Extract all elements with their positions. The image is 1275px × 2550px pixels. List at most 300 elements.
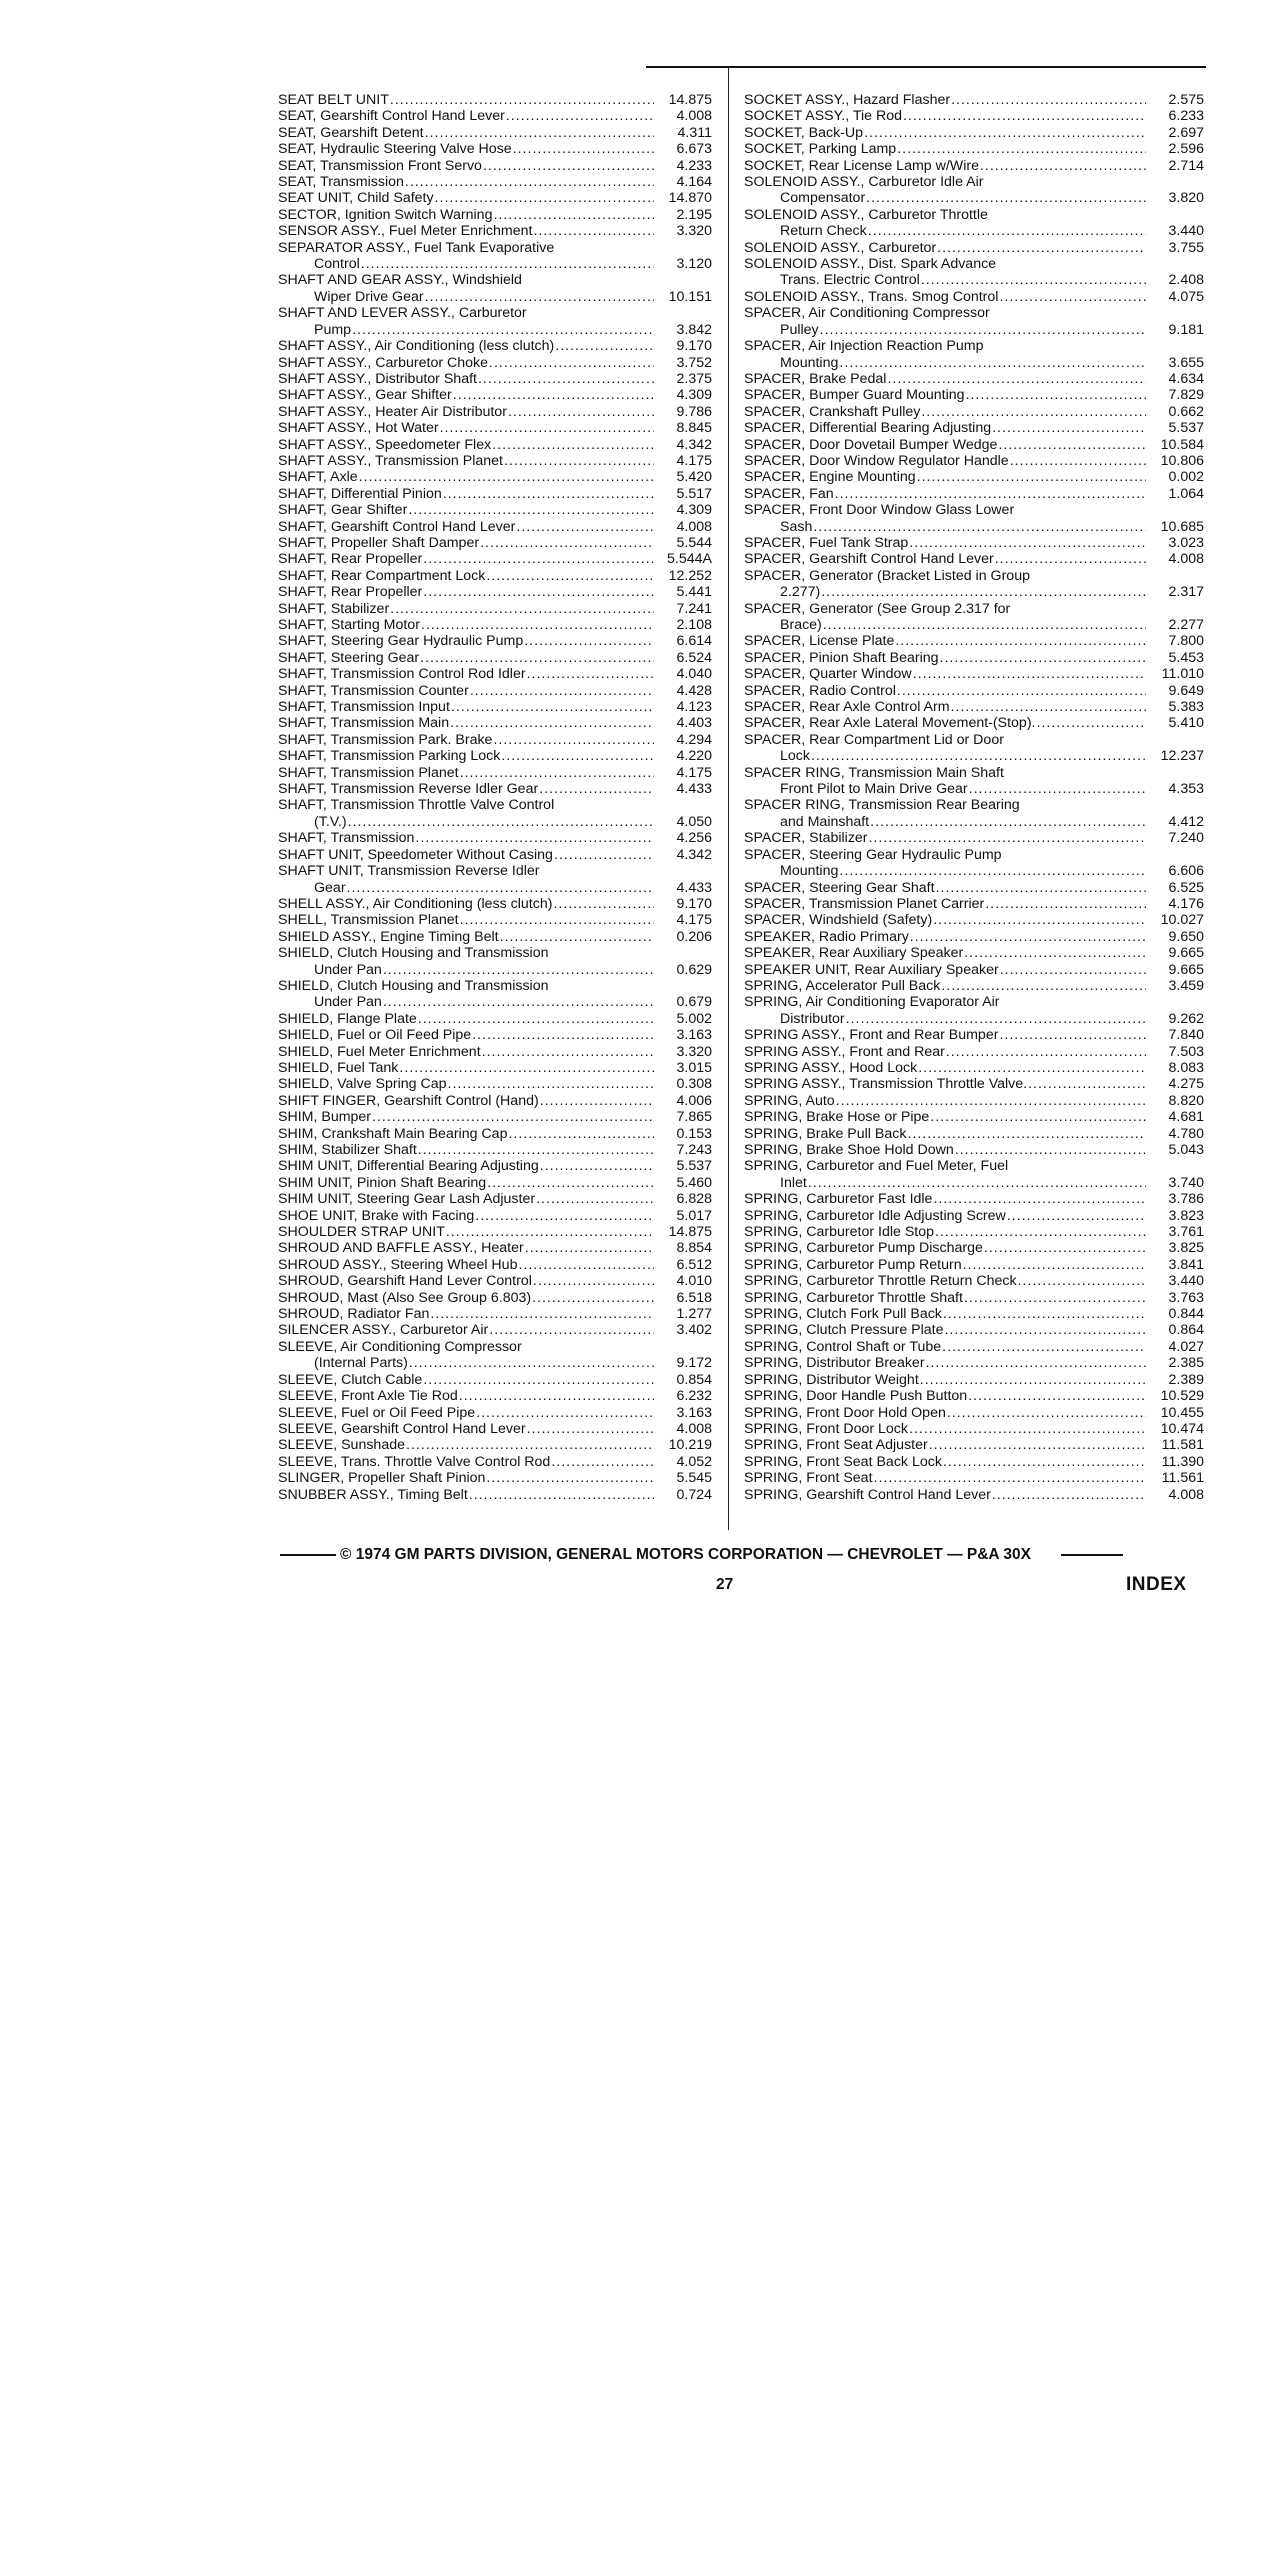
- index-entry: [278, 1044, 712, 1060]
- index-entry-text: [744, 486, 1148, 502]
- index-entry-page: 3.842: [676, 321, 712, 338]
- index-entry-text: [744, 880, 1148, 896]
- index-entry-label: SLEEVE, Fuel or Oil Feed Pipe: [278, 1404, 476, 1421]
- index-entry-text: [278, 699, 656, 715]
- index-entry-page: 2.277: [1168, 617, 1204, 633]
- index-entry-label: SNUBBER ASSY., Timing Belt: [278, 1486, 468, 1503]
- index-entry-text: [744, 683, 1148, 699]
- index-entry-text: [744, 1027, 1148, 1043]
- dot-leader: [540, 1158, 654, 1174]
- index-entry-page: 4.008: [676, 1420, 712, 1437]
- dot-leader: [352, 322, 654, 338]
- dot-leader: [533, 223, 654, 239]
- index-entry-label: SPACER, Windshield (Safety): [744, 912, 933, 929]
- dot-leader: [968, 1388, 1146, 1404]
- dot-leader: [469, 1487, 654, 1503]
- index-entry-text: [744, 896, 1148, 912]
- index-entry-label: SHAFT AND GEAR ASSY., Windshield: [278, 272, 522, 289]
- index-entry: [744, 715, 1204, 731]
- index-entry: [278, 1290, 712, 1306]
- index-entry-text: [278, 355, 656, 371]
- index-entry-label: SEAT, Transmission: [278, 174, 404, 191]
- dot-leader: [489, 1322, 654, 1338]
- dot-leader: [1028, 1076, 1146, 1092]
- index-entry-page: 0.864: [1168, 1322, 1204, 1339]
- index-entry-text: [278, 1487, 656, 1503]
- index-entry-page: 7.243: [676, 1142, 712, 1158]
- index-entry-page: 3.655: [1168, 354, 1204, 371]
- index-entry-text: [278, 551, 656, 567]
- index-entry-page: 4.220: [676, 748, 712, 765]
- index-entry-page: 2.195: [676, 206, 712, 223]
- index-entry: [744, 1388, 1204, 1404]
- index-entry-label: SPACER, Differential Bearing Adjusting: [744, 420, 992, 437]
- index-entry-text: [278, 683, 656, 699]
- index-entry-text: [278, 847, 656, 863]
- footer: [280, 1546, 1206, 1564]
- index-entry-page: 4.027: [1168, 1338, 1204, 1355]
- index-entry-text: [278, 650, 656, 666]
- dot-leader: [969, 781, 1146, 797]
- index-entry-label: SHAFT, Transmission Reverse Idler Gear: [278, 781, 539, 798]
- index-entry-text: [744, 551, 1148, 567]
- index-entry-page: 9.649: [1168, 682, 1204, 699]
- index-entry-continuation: Control: [314, 256, 360, 273]
- index-entry-label: SEPARATOR ASSY., Fuel Tank Evaporative: [278, 239, 555, 256]
- dot-leader: [874, 1470, 1146, 1486]
- index-entry-text: [744, 1224, 1148, 1240]
- index-entry-page: 2.408: [1168, 272, 1204, 289]
- index-entry-text: [278, 437, 656, 453]
- index-entry-label: SOCKET, Parking Lamp: [744, 141, 897, 158]
- index-entry-label: SPRING, Brake Hose or Pipe: [744, 1109, 930, 1126]
- index-entry-text: [278, 1388, 656, 1404]
- index-entry-continuation: Inlet: [780, 1174, 807, 1191]
- index-entry-label: SHAFT, Transmission Control Rod Idler: [278, 666, 526, 683]
- index-entry-text: [744, 1175, 1148, 1191]
- dot-leader: [980, 158, 1146, 174]
- index-entry-label: SPACER, Rear Axle Lateral Movement-(Stop).: [744, 715, 1036, 732]
- dot-leader: [964, 1290, 1146, 1306]
- index-entry-text: [744, 1093, 1148, 1109]
- index-entry: [278, 912, 712, 928]
- index-entry: [278, 1142, 712, 1158]
- index-entry-label: SHAFT ASSY., Air Conditioning (less clutch): [278, 338, 555, 355]
- index-entry: [278, 847, 712, 863]
- top-rule: [646, 66, 1206, 68]
- index-entry-page: 5.453: [1168, 649, 1204, 666]
- dot-leader: [415, 830, 654, 846]
- index-entry: [744, 1437, 1204, 1453]
- index-entry: [278, 125, 712, 141]
- dot-leader: [998, 437, 1146, 453]
- index-entry-text: [744, 404, 1148, 420]
- index-entry-text: [744, 1339, 1148, 1355]
- index-entry-label: SHIFT FINGER, Gearshift Control (Hand): [278, 1092, 539, 1109]
- dot-leader: [450, 715, 654, 731]
- index-entry-label: SPACER, Fuel Tank Strap: [744, 534, 909, 551]
- index-entry-label: SHAFT UNIT, Speedometer Without Casing: [278, 846, 553, 863]
- dot-leader: [486, 1470, 654, 1486]
- index-entry-page: 8.083: [1168, 1059, 1204, 1076]
- index-entry-page: 9.665: [1168, 961, 1204, 978]
- index-entry-page: 2.389: [1168, 1371, 1204, 1388]
- index-entry-label: SHROUD, Radiator Fan: [278, 1306, 430, 1323]
- page-number: 27: [716, 1576, 734, 1593]
- index-entry: [744, 1372, 1204, 1388]
- index-entry-label: SHAFT, Steering Gear: [278, 649, 420, 666]
- index-entry: [744, 666, 1204, 682]
- index-entry: [744, 1421, 1204, 1437]
- index-entry-label: SHAFT, Rear Propeller: [278, 584, 423, 601]
- dot-leader: [553, 896, 654, 912]
- dot-leader: [480, 535, 654, 551]
- dot-leader: [999, 1027, 1146, 1043]
- index-entry: [278, 1273, 712, 1289]
- index-entry: [744, 1126, 1204, 1142]
- index-entry-label: SPRING, Brake Shoe Hold Down: [744, 1142, 954, 1158]
- index-entry-page: 2.697: [1168, 124, 1204, 141]
- index-entry: [278, 781, 712, 797]
- index-entry: [744, 1322, 1204, 1338]
- index-entry-text: [278, 929, 656, 945]
- index-entry-page: 9.170: [676, 338, 712, 355]
- index-entry-page: 4.342: [676, 436, 712, 453]
- index-entry-page: 5.537: [1168, 420, 1204, 437]
- dot-leader: [423, 1372, 654, 1388]
- index-entry-page: 12.252: [668, 567, 712, 584]
- index-entry: [278, 830, 712, 846]
- index-entry-label: SHIM UNIT, Steering Gear Lash Adjuster: [278, 1191, 536, 1208]
- dot-leader: [359, 469, 654, 485]
- dot-leader: [540, 1093, 654, 1109]
- index-entry-page: 5.537: [676, 1158, 712, 1175]
- dot-leader: [933, 912, 1146, 928]
- dot-leader: [963, 1257, 1146, 1273]
- index-entry-page: 3.320: [676, 1043, 712, 1060]
- index-entry-text: [744, 1208, 1148, 1224]
- index-entry-label: SPACER RING, Transmission Main Shaft: [744, 764, 1004, 781]
- index-entry: [278, 584, 712, 600]
- index-entry-page: 1.277: [676, 1306, 712, 1323]
- dot-leader: [930, 1109, 1146, 1125]
- dot-leader: [383, 994, 654, 1010]
- index-entry-page: 0.679: [676, 994, 712, 1011]
- index-entry-text: [278, 1208, 656, 1224]
- index-entry-label: SPRING, Front Seat: [744, 1470, 873, 1487]
- index-entry-page: 3.755: [1168, 239, 1204, 256]
- dot-leader: [995, 551, 1146, 567]
- index-entry-label: SPRING, Clutch Pressure Plate: [744, 1322, 944, 1339]
- index-entry: [278, 1470, 712, 1486]
- index-entry-page: 3.752: [676, 354, 712, 371]
- index-entry: [744, 141, 1204, 157]
- index-entry: [278, 1076, 712, 1092]
- index-entry-text: [278, 765, 656, 781]
- index-entry: [278, 1487, 712, 1503]
- index-entry: [278, 1011, 712, 1027]
- index-entry-text: [744, 535, 1148, 551]
- index-entry-label: SPEAKER, Rear Auxiliary Speaker: [744, 945, 964, 962]
- index-entry-text: [278, 633, 656, 649]
- dot-leader: [478, 371, 654, 387]
- index-entry-label: SPACER, Stabilizer: [744, 830, 868, 847]
- index-entry-label: SPACER, Gearshift Control Hand Lever: [744, 551, 994, 568]
- dot-leader: [942, 1339, 1146, 1355]
- index-entry-text: [744, 1142, 1148, 1158]
- index-entry-text: [744, 1109, 1148, 1125]
- index-entry-text: [278, 1306, 656, 1322]
- index-entry-text: [744, 1470, 1148, 1486]
- index-entry: [278, 437, 712, 453]
- index-entry: [744, 1175, 1204, 1191]
- index-entry-text: [744, 748, 1148, 764]
- index-entry-page: 6.518: [676, 1289, 712, 1306]
- index-entry-page: 2.714: [1168, 157, 1204, 174]
- index-entry-page: 3.820: [1168, 190, 1204, 207]
- index-entry: [278, 1306, 712, 1322]
- index-entry-text: [744, 781, 1148, 797]
- index-entry-text: [744, 469, 1148, 485]
- index-entry-page: 4.008: [676, 108, 712, 125]
- index-entry-page: 1.064: [1168, 485, 1204, 502]
- index-entry-page: 4.433: [676, 781, 712, 798]
- index-entry: [744, 880, 1204, 896]
- index-entry-page: 5.517: [676, 485, 712, 502]
- index-entry-label: SHAFT, Transmission Planet: [278, 764, 459, 781]
- dot-leader: [835, 486, 1146, 502]
- index-entry-page: 9.262: [1168, 1010, 1204, 1027]
- dot-leader: [423, 584, 654, 600]
- index-entry-text: [278, 1126, 656, 1142]
- index-entry-page: 8.854: [676, 1240, 712, 1257]
- dot-leader: [482, 1044, 654, 1060]
- index-entry-page: 2.385: [1168, 1355, 1204, 1372]
- index-entry: [744, 1208, 1204, 1224]
- index-entry-label: SPACER, Fan: [744, 485, 834, 502]
- index-entry-continuation: Mounting: [780, 354, 839, 371]
- dot-leader: [361, 256, 654, 272]
- index-entry-page: 5.545: [676, 1470, 712, 1487]
- dot-leader: [406, 1437, 654, 1453]
- index-entry-label: SOLENOID ASSY., Carburetor Idle Air: [744, 174, 984, 191]
- index-entry: [278, 929, 712, 945]
- index-entry-page: 2.317: [1168, 584, 1204, 601]
- index-entry-label: SHROUD ASSY., Steering Wheel Hub: [278, 1256, 518, 1273]
- index-entry-page: 5.420: [676, 469, 712, 486]
- index-entry-label: SPEAKER, Radio Primary: [744, 928, 909, 945]
- index-entry-label: SHAFT, Stabilizer: [278, 600, 390, 617]
- index-entry-text: [278, 371, 656, 387]
- index-entry-label: SHROUD, Mast (Also See Group 6.803): [278, 1289, 532, 1306]
- index-entry: [278, 207, 712, 223]
- index-entry: [278, 387, 712, 403]
- index-entry-continuation: Distributor: [780, 1010, 845, 1027]
- index-entry-label: SPACER, Pinion Shaft Bearing: [744, 649, 939, 666]
- dot-leader: [935, 1224, 1146, 1240]
- footer-copyright: © 1974 GM PARTS DIVISION, GENERAL MOTORS CORPORATION — CHEVROLET — P&A 30X: [340, 1546, 1031, 1563]
- dot-leader: [918, 1060, 1146, 1076]
- index-entry-label: SPACER, Door Window Regulator Handle: [744, 452, 1009, 469]
- dot-leader: [895, 633, 1146, 649]
- index-entry: [744, 1470, 1204, 1486]
- index-entry-text: [744, 1126, 1148, 1142]
- index-entry-continuation: 2.277): [780, 584, 821, 601]
- index-entry: [744, 617, 1204, 633]
- index-entry-text: [744, 1076, 1148, 1092]
- index-entry-page: 9.170: [676, 895, 712, 912]
- index-entry-text: [278, 453, 656, 469]
- index-entry-label: SOLENOID ASSY., Carburetor Throttle: [744, 206, 988, 223]
- dot-leader: [984, 1240, 1146, 1256]
- index-entry-label: SHAFT, Propeller Shaft Damper: [278, 534, 480, 551]
- index-entry-label: SLEEVE, Gearshift Control Hand Lever: [278, 1420, 526, 1437]
- index-entry-page: 3.440: [1168, 223, 1204, 240]
- index-entry-text: [278, 1175, 656, 1191]
- index-entry-label: SHIELD, Fuel Meter Enrichment: [278, 1043, 481, 1060]
- index-entry-text: [278, 1355, 656, 1371]
- index-entry-text: [278, 1421, 656, 1437]
- dot-leader: [866, 190, 1146, 206]
- index-entry-text: [744, 1257, 1148, 1273]
- index-entry-text: [278, 1240, 656, 1256]
- index-entry: [278, 371, 712, 387]
- index-entry: [744, 1454, 1204, 1470]
- index-entry-page: 11.581: [1161, 1437, 1204, 1454]
- index-entry-page: 6.233: [1168, 108, 1204, 125]
- dot-leader: [536, 1191, 654, 1207]
- dot-leader: [532, 1290, 654, 1306]
- index-entry-text: [278, 387, 656, 403]
- dot-leader: [508, 1126, 654, 1142]
- index-entry-text: [744, 666, 1148, 682]
- index-entry: [278, 1109, 712, 1125]
- dot-leader: [390, 601, 654, 617]
- index-entry-text: [744, 1322, 1148, 1338]
- index-entry-text: [278, 830, 656, 846]
- index-entry: [278, 108, 712, 124]
- index-entry-label: SPACER, Crankshaft Pulley: [744, 403, 921, 420]
- index-entry: [744, 978, 1204, 994]
- index-entry-text: [278, 502, 656, 518]
- index-entry-text: [744, 1421, 1148, 1437]
- dot-leader: [941, 978, 1146, 994]
- index-entry-page: 8.845: [676, 420, 712, 437]
- index-entry-label: SHAFT, Steering Gear Hydraulic Pump: [278, 633, 524, 650]
- dot-leader: [435, 190, 654, 206]
- index-entry-text: [278, 568, 656, 584]
- dot-leader: [903, 108, 1146, 124]
- index-entry-page: 9.172: [676, 1355, 712, 1372]
- index-entry: [278, 355, 712, 371]
- dot-leader: [887, 371, 1146, 387]
- index-entry-page: 5.544: [676, 534, 712, 551]
- index-entry: [278, 141, 712, 157]
- dot-leader: [470, 683, 654, 699]
- index-entry-label: SPACER, Rear Compartment Lid or Door: [744, 731, 1004, 748]
- footer-rule-left: [280, 1554, 336, 1556]
- index-entry: [278, 650, 712, 666]
- index-entry-label: SPACER, Transmission Planet Carrier: [744, 895, 985, 912]
- index-entry-label: SPRING, Carburetor and Fuel Meter, Fuel: [744, 1158, 1009, 1175]
- index-entry: [744, 912, 1204, 928]
- index-entry: [278, 765, 712, 781]
- index-entry-label: SHAFT, Transmission Input: [278, 699, 450, 716]
- index-entry-continuation: Brace): [780, 617, 822, 633]
- index-entry-label: SPACER, Engine Mounting: [744, 469, 916, 486]
- index-entry-page: 5.460: [676, 1174, 712, 1191]
- index-entry-text: [744, 1437, 1148, 1453]
- index-entry-label: SPRING, Carburetor Fast Idle: [744, 1191, 933, 1208]
- index-entry-text: [744, 912, 1148, 928]
- index-entry: [744, 519, 1204, 535]
- index-entry-text: [278, 1257, 656, 1273]
- index-entry: [744, 1487, 1204, 1503]
- dot-leader: [405, 174, 654, 190]
- index-entry-text: [278, 1076, 656, 1092]
- dot-leader: [946, 1044, 1146, 1060]
- dot-leader: [506, 108, 654, 124]
- dot-leader: [947, 1405, 1146, 1421]
- dot-leader: [508, 404, 654, 420]
- dot-leader: [492, 437, 654, 453]
- index-entry-label: SPEAKER UNIT, Rear Auxiliary Speaker: [744, 961, 999, 978]
- index-entry-text: [744, 617, 1148, 633]
- index-entry: [744, 896, 1204, 912]
- index-entry-page: 3.023: [1168, 534, 1204, 551]
- index-entry-text: [278, 1437, 656, 1453]
- dot-leader: [951, 699, 1146, 715]
- index-entry: [744, 1076, 1204, 1092]
- index-entry-label: SPRING, Brake Pull Back: [744, 1125, 907, 1142]
- dot-leader: [820, 322, 1146, 338]
- index-entry-text: [744, 240, 1148, 256]
- index-entry-page: 3.459: [1168, 977, 1204, 994]
- index-entry: [278, 1355, 712, 1371]
- index-entry-text: [744, 420, 1148, 436]
- index-entry-page: 9.650: [1168, 928, 1204, 945]
- index-entry-page: 2.108: [676, 617, 712, 633]
- index-entry-page: 4.175: [676, 764, 712, 781]
- dot-leader: [864, 125, 1146, 141]
- index-entry-label: SPACER, Radio Control: [744, 682, 896, 699]
- index-entry: [278, 92, 712, 108]
- index-entry-label: SHAFT ASSY., Hot Water: [278, 420, 439, 437]
- index-entry-text: [278, 125, 656, 141]
- index-entry-label: SHAFT, Transmission Main: [278, 715, 450, 732]
- index-entry-page: 3.825: [1168, 1240, 1204, 1257]
- index-entry-page: 0.002: [1168, 469, 1204, 486]
- index-entry-label: SHIELD, Valve Spring Cap: [278, 1076, 447, 1093]
- index-entry-text: [744, 1487, 1148, 1503]
- index-entry: [744, 1027, 1204, 1043]
- index-entry: [278, 617, 712, 633]
- index-entry-label: SPRING, Clutch Fork Pull Back: [744, 1306, 942, 1323]
- index-entry: [744, 1060, 1204, 1076]
- index-entry-page: 5.441: [676, 584, 712, 601]
- dot-leader: [372, 1109, 654, 1125]
- index-entry-text: [744, 978, 1148, 994]
- dot-leader: [907, 1126, 1146, 1142]
- index-entry-text: [744, 158, 1148, 174]
- index-entry: [278, 535, 712, 551]
- index-entry-text: [278, 1191, 656, 1207]
- dot-leader: [472, 1027, 654, 1043]
- index-entry-label: SHAFT, Transmission Park. Brake: [278, 731, 493, 748]
- dot-leader: [846, 1011, 1146, 1027]
- index-entry: [744, 945, 1204, 961]
- index-entry: [744, 633, 1204, 649]
